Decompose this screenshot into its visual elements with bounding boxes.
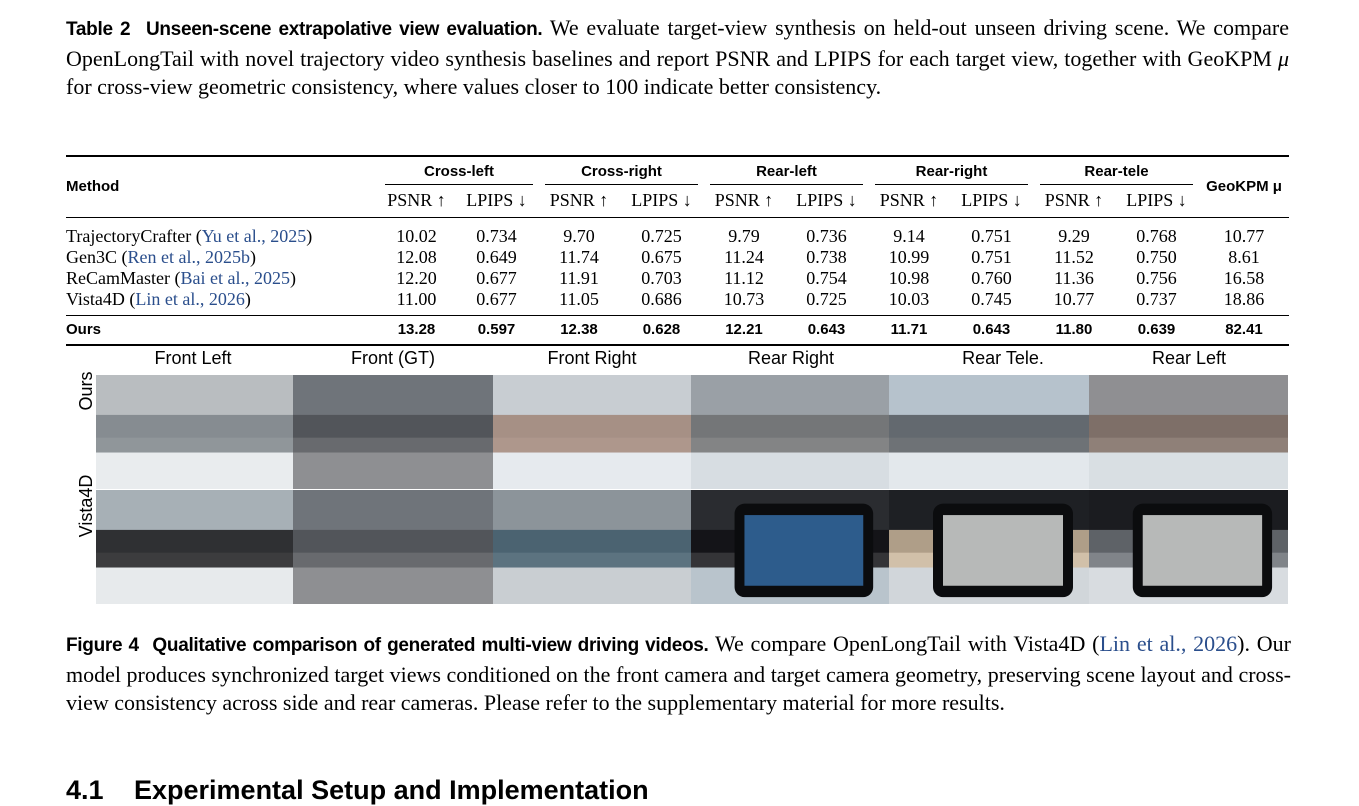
column-heading: Rear Right: [747, 348, 835, 368]
metric-cell: 0.734: [476, 226, 517, 246]
metric-cell: 0.768: [1136, 226, 1177, 246]
metric-cell: 0.736: [806, 226, 847, 246]
method-name: Gen3C: [66, 247, 117, 267]
metric-cell: 0.751: [971, 226, 1012, 246]
metric-cell: 0.725: [641, 226, 682, 246]
view-image: [493, 375, 691, 489]
metric-cell-ours: 0.639: [1137, 321, 1176, 339]
view-image: [889, 490, 1089, 604]
sub-header-psnr: PSNR ↑: [387, 190, 446, 211]
metric-cell: 11.91: [559, 268, 599, 288]
group-header-rear-tele: Rear-tele: [1034, 156, 1199, 185]
metric-cell: 0.677: [476, 289, 517, 309]
group-header-rear-left: Rear-left: [704, 156, 869, 185]
view-image: [691, 490, 889, 604]
table-title: Unseen-scene extrapolative view evaluation.: [145, 19, 543, 40]
figure-caption-body-2: ). Our model produces synchronized target views conditioned on the front camera and target camera geometry, preserving scene layout and cross-view consistency across side and rear cameras. Please refer to the supplementary material for more results.: [66, 631, 1292, 715]
metric-cell-ours: 0.628: [642, 321, 681, 339]
method-cell: Vista4D (Lin et al., 2026): [66, 289, 251, 309]
table-caption-body-2: for cross-view geometric consistency, where values closer to 100 indicate better consistency.: [66, 74, 882, 99]
sub-header-lpips: LPIPS ↓: [631, 190, 692, 211]
section-heading: [66, 775, 649, 806]
metric-cell: 0.745: [971, 289, 1012, 309]
metric-cell: 9.70: [563, 226, 595, 246]
view-image: [493, 490, 691, 604]
sub-header-lpips: LPIPS ↓: [466, 190, 527, 211]
column-heading: Rear Left: [1151, 348, 1227, 368]
sub-header-lpips: LPIPS ↓: [961, 190, 1022, 211]
citation-link-lin-2026[interactable]: Lin et al., 2026: [1099, 631, 1238, 656]
qualitative-figure: [66, 346, 1289, 606]
view-image: [1089, 490, 1288, 604]
metric-cell: 0.686: [641, 289, 682, 309]
sub-header-lpips: LPIPS ↓: [796, 190, 857, 211]
metric-cell: 0.756: [1136, 268, 1177, 288]
metric-cell-ours: 0.597: [477, 321, 516, 339]
sub-header-psnr: PSNR ↑: [549, 190, 609, 211]
metric-cell: 12.20: [396, 268, 437, 288]
metric-cell-ours: 82.41: [1225, 321, 1263, 339]
sub-header-psnr: PSNR ↑: [714, 190, 774, 211]
metric-cell: 11.12: [724, 268, 764, 288]
table-row: [66, 217, 1289, 247]
method-name: ReCamMaster: [66, 268, 170, 288]
section-title: Experimental Setup and Implementation: [134, 775, 649, 805]
metric-cell: 0.751: [971, 247, 1012, 267]
metric-cell: 11.52: [1054, 247, 1094, 267]
column-heading: Front Left: [154, 348, 232, 368]
group-header-cross-right: Cross-right: [539, 156, 704, 185]
view-image: [293, 375, 493, 489]
figure-title: Qualitative comparison of generated multi-view driving videos.: [152, 635, 709, 656]
metric-cell: 0.677: [476, 268, 517, 288]
view-image-graphic: [96, 490, 293, 604]
column-heading: Front Right: [547, 348, 637, 368]
table-row: [66, 247, 1289, 268]
metric-cell: 0.750: [1136, 247, 1177, 267]
view-image-graphic: [889, 490, 1089, 604]
metric-cell: 11.05: [559, 289, 599, 309]
method-header: Method: [66, 178, 120, 196]
column-heading: Rear Tele.: [962, 348, 1044, 368]
method-cell: Gen3C (Ren et al., 2025b): [66, 247, 256, 267]
method-cell: TrajectoryCrafter (Yu et al., 2025): [66, 226, 313, 246]
method-name: Vista4D: [66, 289, 125, 309]
metric-cell: 18.86: [1223, 289, 1265, 309]
metric-cell: 0.725: [806, 289, 847, 309]
mu-symbol: μ: [1277, 45, 1289, 71]
metric-cell-ours: 11.71: [890, 321, 928, 339]
citation-link[interactable]: Lin et al., 2026: [135, 289, 245, 309]
metric-cell: 0.738: [806, 247, 847, 267]
table-label: Table 2: [66, 19, 131, 40]
metric-cell: 11.74: [559, 247, 599, 267]
metric-cell: 10.77: [1053, 289, 1095, 309]
view-image-graphic: [1089, 490, 1288, 604]
metric-cell: 0.675: [641, 247, 682, 267]
metric-cell: 9.14: [893, 226, 925, 246]
group-header-cross-left: Cross-left: [379, 156, 539, 185]
metric-cell-ours: 12.21: [725, 321, 763, 339]
figure-label: Figure 4: [66, 635, 139, 656]
metric-cell: 10.77: [1223, 226, 1265, 246]
citation-link[interactable]: Yu et al., 2025: [201, 226, 307, 246]
metric-cell: 11.24: [724, 247, 764, 267]
metric-cell: 0.760: [971, 268, 1012, 288]
view-image: [96, 375, 293, 489]
method-name: TrajectoryCrafter: [66, 226, 192, 246]
table-row-ours: [66, 315, 1289, 345]
geokpm-header: GeoKPM μ: [1206, 178, 1282, 196]
group-header-rear-right: Rear-right: [869, 156, 1034, 185]
metric-cell: 0.649: [476, 247, 517, 267]
metric-cell-ours: 0.643: [972, 321, 1011, 339]
metric-cell: 10.99: [888, 247, 930, 267]
metric-cell: 11.36: [1054, 268, 1094, 288]
table-caption: [66, 14, 1289, 102]
metric-cell: 16.58: [1223, 268, 1265, 288]
metric-cell: 0.754: [806, 268, 847, 288]
table-caption-body: We evaluate target-view synthesis on held-out unseen driving scene. We compare OpenLongTail with novel trajectory video synthesis baselines and report PSNR and LPIPS for each target view, together with GeoKPM: [66, 15, 1289, 71]
view-image-graphic: [293, 490, 493, 604]
view-image: [1089, 375, 1288, 489]
metric-cell-ours: 0.643: [807, 321, 846, 339]
view-image: [691, 375, 889, 489]
sub-header-psnr: PSNR ↑: [1044, 190, 1104, 211]
citation-link[interactable]: Bai et al., 2025: [180, 268, 290, 288]
view-image-graphic: [493, 490, 691, 604]
figure-caption-body: We compare OpenLongTail with Vista4D (: [714, 631, 1100, 656]
row-label-ours: Ours: [76, 371, 96, 411]
results-table: [66, 155, 1289, 346]
view-image-graphic: [493, 375, 691, 489]
metric-cell: 0.737: [1136, 289, 1177, 309]
view-image: [96, 490, 293, 604]
view-image: [293, 490, 493, 604]
method-name-ours: Ours: [66, 321, 102, 339]
view-image-graphic: [1089, 375, 1288, 489]
view-image-graphic: [889, 375, 1089, 489]
view-image-graphic: [96, 375, 293, 489]
metric-cell: 0.703: [641, 268, 682, 288]
method-cell: ReCamMaster (Bai et al., 2025): [66, 268, 296, 288]
metric-cell: 10.98: [888, 268, 930, 288]
section-number: 4.1: [66, 775, 104, 805]
view-image-graphic: [691, 490, 889, 604]
view-image-graphic: [293, 375, 493, 489]
metric-cell-ours: 13.28: [397, 321, 436, 339]
metric-cell: 10.73: [723, 289, 765, 309]
citation-link[interactable]: Ren et al., 2025b: [127, 247, 250, 267]
row-label-vista4d: Vista4D: [76, 474, 96, 538]
metric-cell-ours: 12.38: [560, 321, 598, 339]
metric-cell: 9.29: [1058, 226, 1090, 246]
view-image: [889, 375, 1089, 489]
metric-cell: 10.03: [888, 289, 930, 309]
figure-caption: [66, 630, 1291, 718]
metric-cell: 8.61: [1228, 247, 1260, 267]
table-row: [66, 289, 1289, 315]
metric-cell: 11.00: [396, 289, 437, 309]
view-image-graphic: [691, 375, 889, 489]
metric-cell: 10.02: [396, 226, 437, 246]
table-row: [66, 268, 1289, 289]
metric-cell: 9.79: [728, 226, 760, 246]
column-heading: Front (GT): [351, 348, 435, 368]
sub-header-psnr: PSNR ↑: [879, 190, 939, 211]
sub-header-lpips: LPIPS ↓: [1126, 190, 1187, 211]
metric-cell: 12.08: [396, 247, 437, 267]
metric-cell-ours: 11.80: [1055, 321, 1093, 339]
